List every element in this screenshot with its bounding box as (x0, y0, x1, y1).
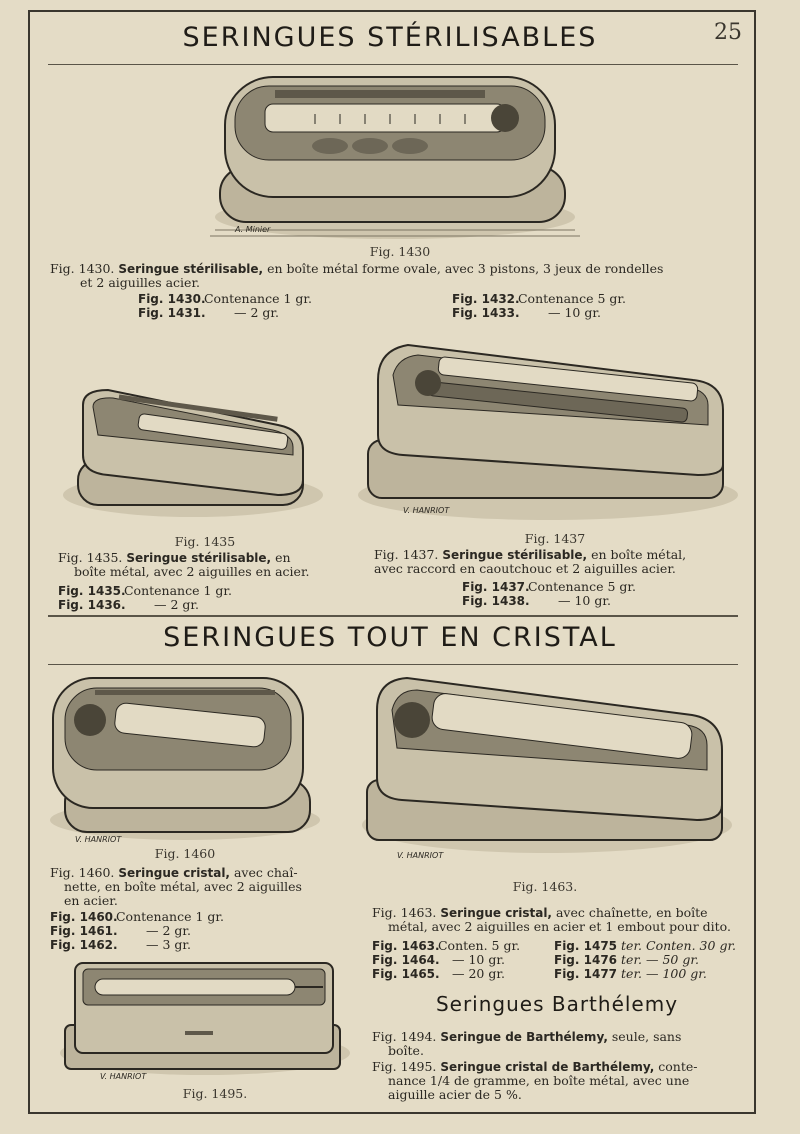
product-name: Seringue stérilisable, (118, 262, 264, 276)
syringe-oval-box-illustration-1430 (205, 72, 585, 244)
divider (48, 64, 738, 65)
figure-caption-1430: Fig. 1430 (369, 244, 431, 259)
description-text: et 2 aiguilles acier. (80, 275, 201, 290)
spec-row: Fig. 1461. — 2 gr. (50, 923, 191, 938)
spec-row: Fig. 1463. Conten. 5 gr. (372, 938, 521, 953)
description-1494: Fig. 1494. Seringue de Barthélemy, seule, sans boîte. (372, 1029, 682, 1058)
section-divider (48, 615, 738, 617)
spec-row: Fig. 1431. — 2 gr. (138, 305, 279, 320)
spec-row: Fig. 1465. — 20 gr. (372, 966, 505, 981)
figure-caption-1437: Fig. 1437 (524, 531, 586, 546)
figure-caption-1460: Fig. 1460 (154, 846, 216, 861)
spec-row: Fig. 1435. Contenance 1 gr. (58, 583, 232, 598)
engraver-signature: A. Minier (235, 225, 271, 234)
description-text: en boîte métal forme ovale, avec 3 pistons, 3 jeux de rondelles (263, 261, 664, 276)
spec-list-1463 (372, 939, 520, 981)
engraver-signature: V. HANRIOT (403, 506, 450, 515)
spec-row: Fig. 1464. — 10 gr. (372, 952, 505, 967)
spec-row: Fig. 1475 ter. Conten. 30 gr. (554, 938, 737, 953)
crystal-syringe-box-illustration-1460 (45, 670, 330, 848)
spec-row: Fig. 1438. — 10 gr. (462, 593, 611, 608)
spec-list-1437 (462, 580, 636, 608)
figure-caption-1495: Fig. 1495. (182, 1086, 248, 1101)
description-1460: Fig. 1460. Seringue cristal, avec chaî- nette, en boîte métal, avec 2 aiguilles en acier. (50, 865, 302, 908)
description-1495: Fig. 1495. Seringue cristal de Barthélemy, conte- nance 1/4 de gramme, en boîte métal, avec une aiguille acier de 5 %. (372, 1059, 698, 1102)
section-title-barthelemy: Seringues Barthélemy (435, 992, 679, 1016)
spec-list-1460 (50, 910, 224, 952)
figure-ref: Fig. 1430. (50, 261, 115, 276)
barthelemy-syringe-box-illustration-1495 (55, 955, 360, 1085)
engraver-signature: V. HANRIOT (397, 851, 444, 860)
syringe-box-illustration-1437 (348, 325, 743, 525)
description-1463: Fig. 1463. Seringue cristal, avec chaînette, en boîte métal, avec 2 aiguilles en acier et 1 embout pour dito. (372, 905, 731, 934)
spec-list-1475 (554, 939, 736, 981)
spec-row: Fig. 1477 ter. — 100 gr. (554, 966, 707, 981)
crystal-syringe-box-illustration-1463 (352, 670, 742, 866)
syringe-box-illustration-1435 (58, 385, 328, 525)
divider (48, 664, 738, 665)
page-number: 25 (714, 20, 742, 45)
spec-row: Fig. 1462. — 3 gr. (50, 937, 191, 952)
engraver-signature: V. HANRIOT (100, 1072, 147, 1081)
description-1435: Fig. 1435. Seringue stérilisable, en boîte métal, avec 2 aiguilles en acier. (58, 550, 310, 579)
spec-row: Fig. 1430. Contenance 1 gr. (138, 291, 312, 306)
spec-row: Fig. 1432. Contenance 5 gr. (452, 291, 626, 306)
spec-row: Fig. 1437. Contenance 5 gr. (462, 579, 636, 594)
spec-row: Fig. 1436. — 2 gr. (58, 597, 199, 612)
page-title: SERINGUES STÉRILISABLES (182, 22, 598, 53)
spec-list-1435 (58, 584, 232, 612)
figure-caption-1435: Fig. 1435 (174, 534, 236, 549)
spec-row: Fig. 1460. Contenance 1 gr. (50, 909, 224, 924)
section-title-cristal: SERINGUES TOUT EN CRISTAL (163, 622, 617, 653)
spec-list-1432 (452, 292, 626, 320)
spec-list-1430 (138, 292, 312, 320)
spec-row: Fig. 1476 ter. — 50 gr. (554, 952, 699, 967)
description-1437: Fig. 1437. Seringue stérilisable, en boîte métal, avec raccord en caoutchouc et 2 aiguilles acier. (374, 547, 687, 576)
engraver-signature: V. HANRIOT (75, 835, 122, 844)
figure-caption-1463: Fig. 1463. (512, 879, 578, 894)
spec-row: Fig. 1433. — 10 gr. (452, 305, 601, 320)
description-1430 (50, 262, 663, 290)
